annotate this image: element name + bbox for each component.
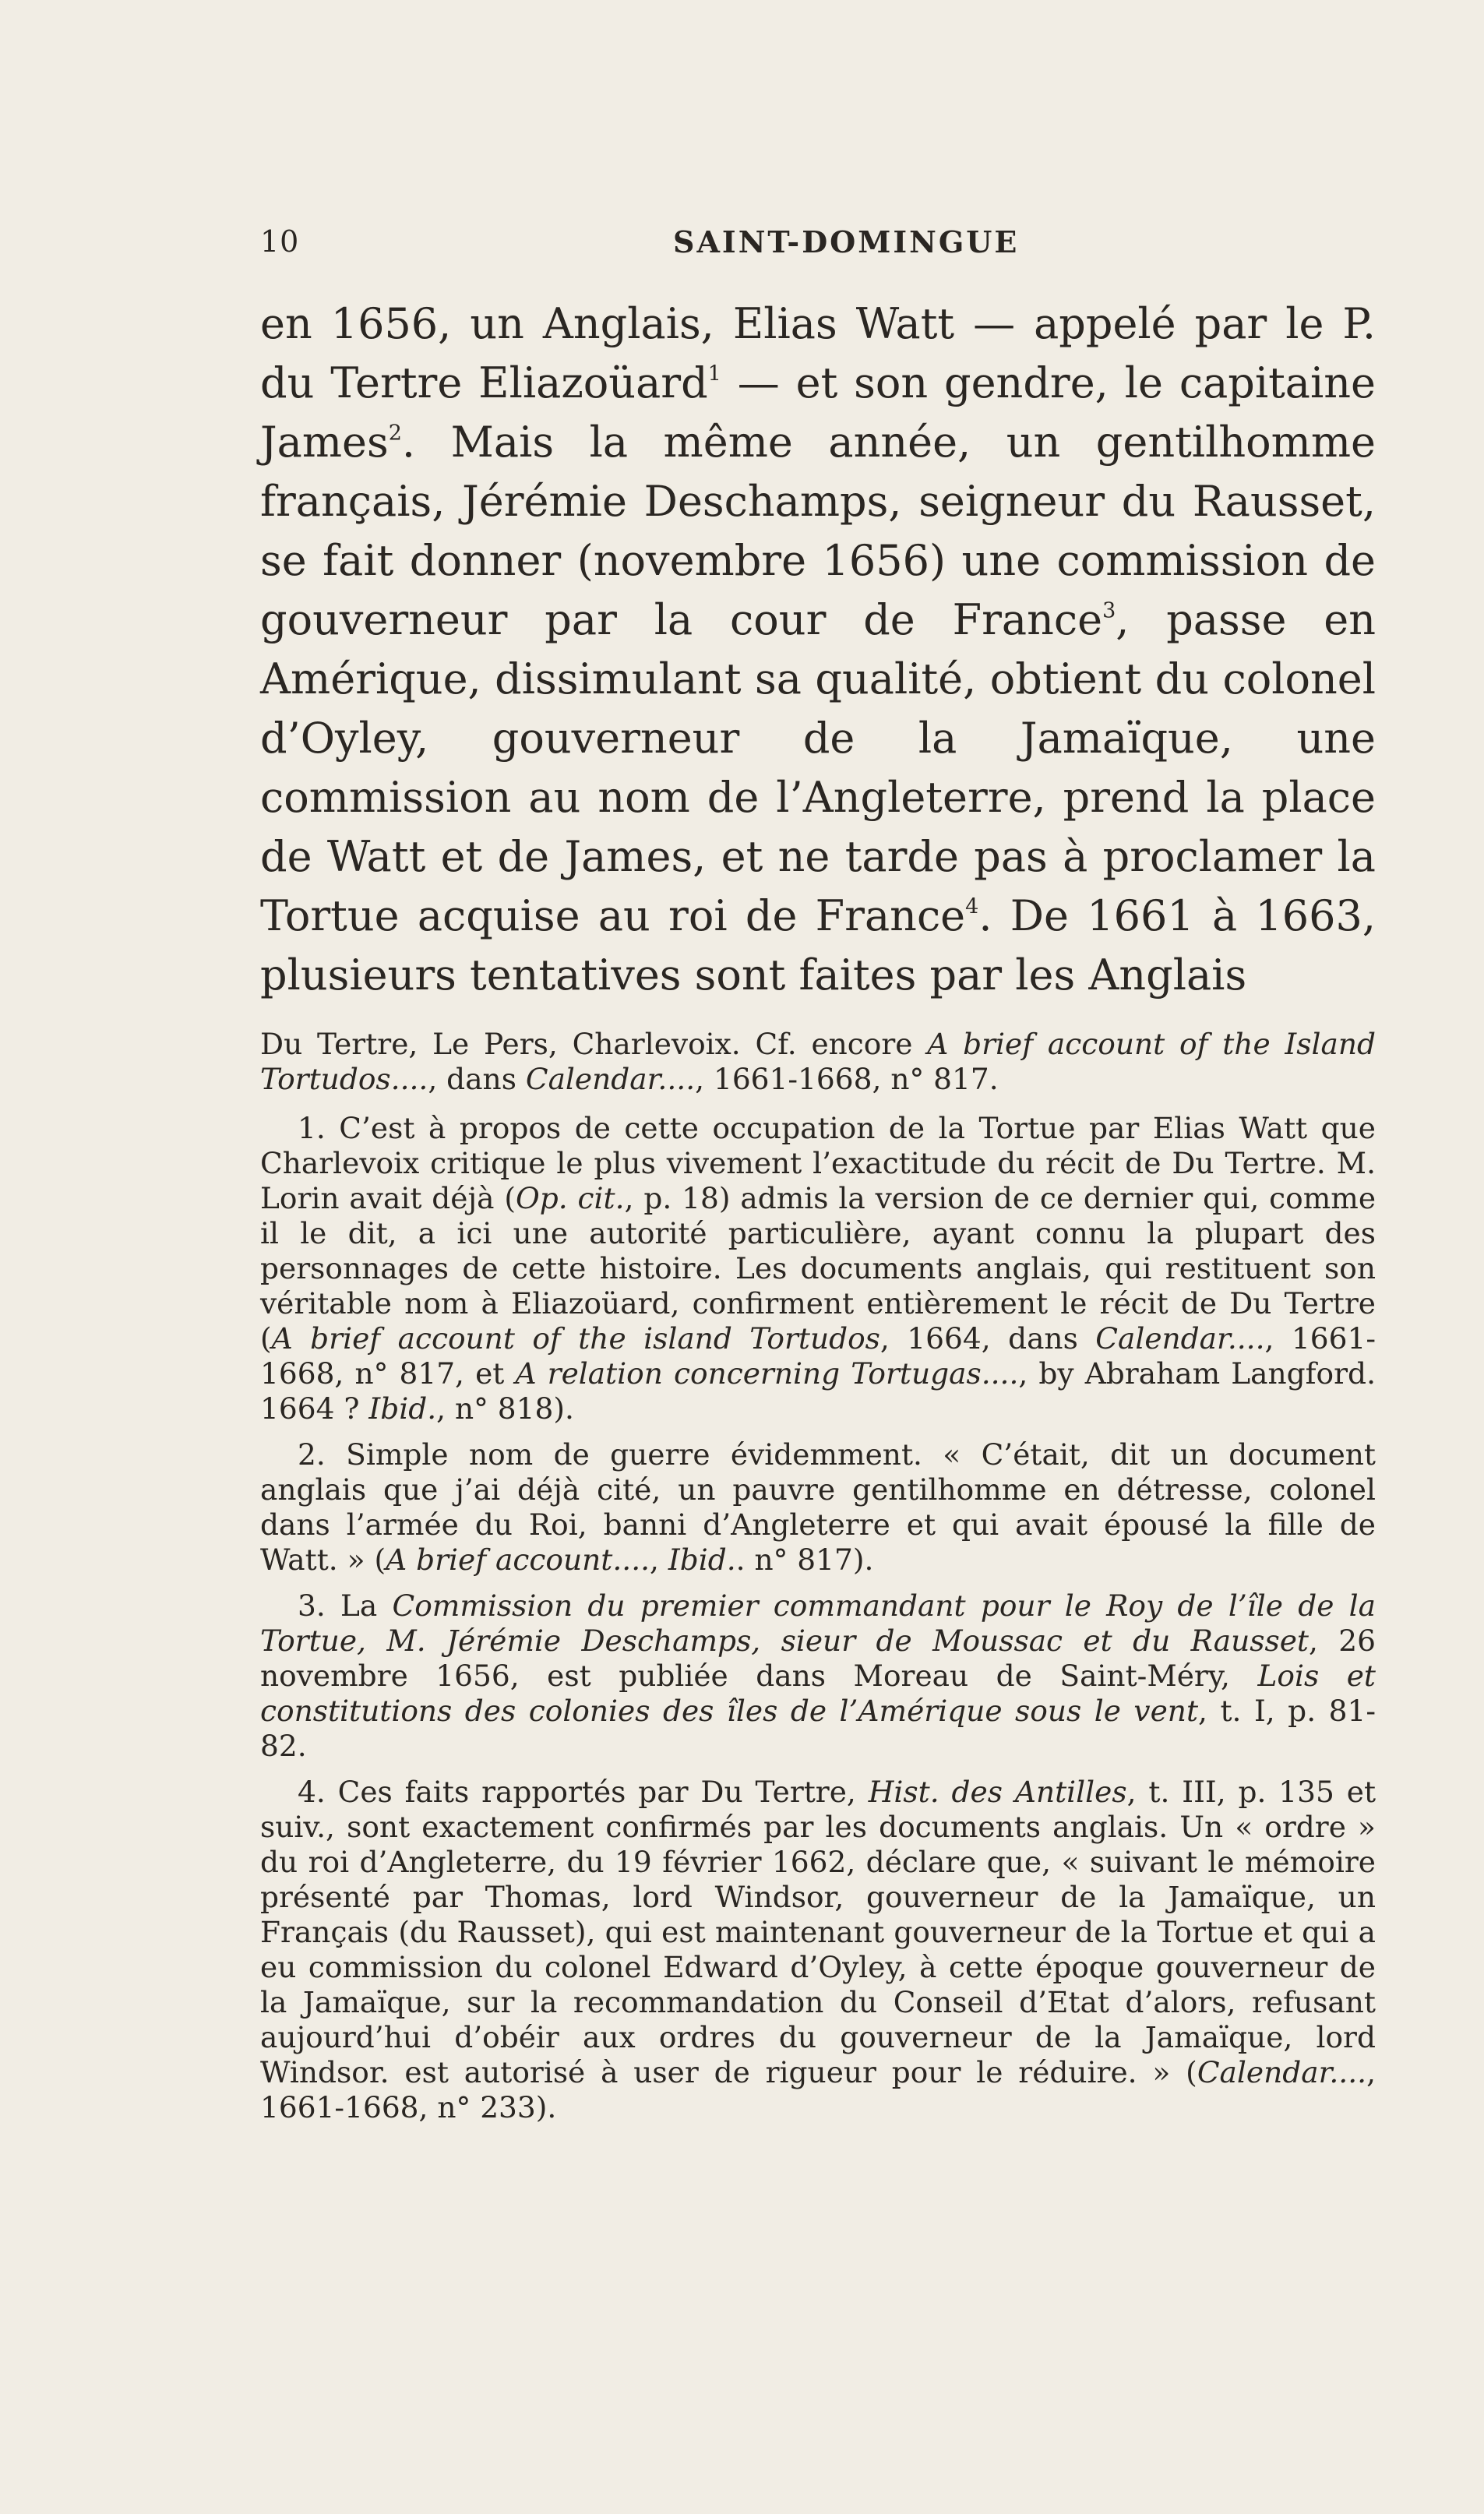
footnote-ref: 2: [388, 421, 402, 446]
footnote-4: 4. Ces faits rapportés par Du Tertre, Hist. des Antilles, t. III, p. 135 et suiv., sont exactement confirmés par les documents anglais. Un « ordre » du roi d’Angleterre, du 19 février 1662, déclare que, « suivant le mémoire présenté par Thomas, lord Windsor, gouverneur de la Jamaïque, un Français (du Rausset), qui est maintenant gouverneur de la Tortue et qui a eu commission du colonel Edward d’Oyley, à cette époque gouverneur de la Jamaïque, sur la recommandation du Conseil d’Etat d’alors, refusant aujourd’hui d’obéir aux ordres du gouverneur de la Jamaïque, lord Windsor. est autorisé à user de rigueur pour le réduire. » (Calendar...., 1661-1668, n° 233).: [260, 1775, 1376, 2124]
footnote-2: 2. Simple nom de guerre évidemment. « C’était, dit un document anglais que j’ai déjà cité, un pauvre gentilhomme en détresse, colonel dans l’armée du Roi, banni d’Angleterre et qui avait épousé la fille de Watt. » (A brief account...., Ibid.. n° 817).: [260, 1437, 1376, 1577]
page-number: 10: [260, 224, 300, 259]
footnote-3: 3. La Commission du premier commandant pour le Roy de l’île de la Tortue, M. Jérémie Deschamps, sieur de Moussac et du Rausset, 26 novembre 1656, est publiée dans Moreau de Saint-Méry, Lois et constitutions des colonies des îles de l’Amérique sous le vent, t. I, p. 81-82.: [260, 1588, 1376, 1763]
footnotes: [260, 1027, 1376, 2136]
footnote-ref: 4: [965, 894, 979, 919]
running-head: SAINT-DOMINGUE: [673, 224, 1020, 259]
footnote-continuation: Du Tertre, Le Pers, Charlevoix. Cf. encore A brief account of the Island Tortudos...., dans Calendar...., 1661-1668, n° 817.: [260, 1027, 1376, 1096]
footnote-1: 1. C’est à propos de cette occupation de la Tortue par Elias Watt que Charlevoix critique le plus vivement l’exactitude du récit de Du Tertre. M. Lorin avait déjà (Op. cit., p. 18) admis la version de ce dernier qui, comme il le dit, a ici une autorité particulière, ayant connu la plupart des personnages de cette histoire. Les documents anglais, qui restituent son véritable nom à Eliazoüard, confirment entièrement le récit de Du Tertre (A brief account of the island Tortudos, 1664, dans Calendar...., 1661-1668, n° 817, et A relation concerning Tortugas...., by Abraham Langford. 1664 ? Ibid., n° 818).: [260, 1111, 1376, 1426]
main-paragraph: en 1656, un Anglais, Elias Watt — appelé par le P. du Tertre Eliazoüard$^1$ — et son gendre, le capitaine James$^2$. Mais la même année, un gentilhomme français, Jérémie Deschamps, seigneur du Rausset, se fait donner (novembre 1656) une commission de gouverneur par la cour de France$^3$, passe en Amérique, dissimulant sa qualité, obtient du colonel d’Oyley, gouverneur de la Jamaïque, une commission au nom de l’Angleterre, prend la place de Watt et de James, et ne tarde pas à proclamer la Tortue acquise au roi de France$^4$. De 1661 à 1663, plusieurs tentatives sont faites par les Anglais: [260, 299, 1376, 1000]
main-text: [260, 294, 1376, 1005]
page-header: [260, 224, 1376, 263]
footnote-ref: 1: [707, 361, 721, 386]
footnote-ref: 3: [1102, 598, 1116, 623]
